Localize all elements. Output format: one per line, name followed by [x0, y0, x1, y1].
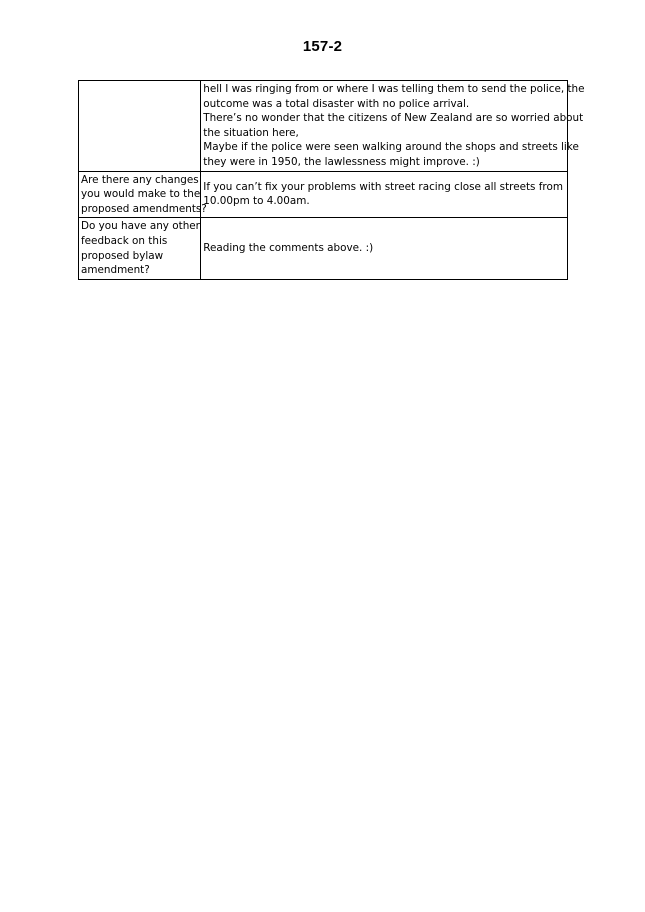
table-row [79, 81, 568, 172]
answer-cell [201, 171, 568, 218]
question-line: proposed amendments? [81, 202, 207, 215]
answer-cell [201, 81, 585, 172]
answer-line: outcome was a total disaster with no police arrival. [203, 97, 470, 110]
answer-line: If you can’t fix your problems with street racing close all streets from [203, 180, 563, 193]
question-line: Do you have any other [81, 220, 200, 233]
question-line: feedback on this [81, 234, 168, 247]
answer-line: the situation here, [203, 126, 299, 139]
submission-table [78, 80, 585, 280]
page-number: 157-2 [302, 38, 343, 55]
question-cell [79, 81, 201, 172]
question-cell [79, 171, 207, 218]
question-cell [79, 218, 201, 279]
answer-line: hell I was ringing from or where I was telling them to send the police, the [203, 83, 585, 95]
answer-line: Maybe if the police were seen walking around the shops and streets like [203, 141, 579, 154]
question-line: amendment? [81, 264, 150, 277]
answer-line: they were in 1950, the lawlessness might improve. :) [203, 155, 480, 168]
answer-line: Reading the comments above. :) [203, 242, 374, 255]
question-line: Are there any changes [81, 173, 199, 186]
question-line: proposed bylaw [81, 249, 164, 262]
question-line: you would make to the [81, 188, 201, 201]
table-row [79, 218, 568, 279]
table-row [79, 171, 568, 218]
answer-line: 10.00pm to 4.00am. [203, 195, 310, 208]
answer-cell [201, 218, 568, 279]
answer-line: There’s no wonder that the citizens of New Zealand are so worried about [203, 112, 584, 125]
